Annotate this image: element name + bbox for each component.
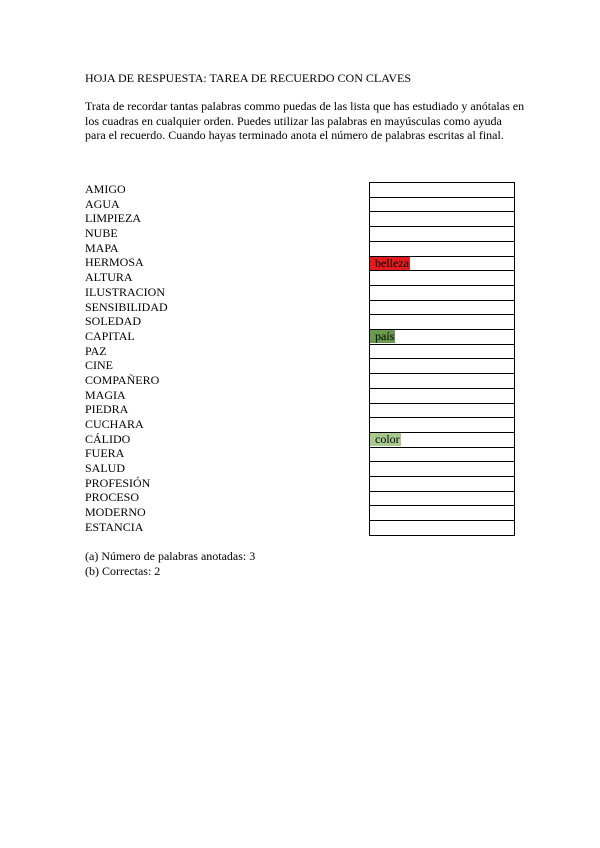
- answer-row: [370, 359, 515, 374]
- cue-word: HERMOSA: [85, 255, 144, 270]
- cue-word: ALTURA: [85, 270, 133, 285]
- correct-count: (b) Correctas: 2: [85, 563, 161, 578]
- answer-cell[interactable]: [370, 403, 515, 418]
- answer-cell[interactable]: [370, 227, 515, 242]
- summary: [85, 549, 255, 578]
- answer-cell[interactable]: [370, 477, 515, 492]
- cue-word: CÁLIDO: [85, 431, 131, 446]
- cue-word: CUCHARA: [85, 417, 144, 431]
- cue-word: PIEDRA: [85, 402, 129, 417]
- answer-cell[interactable]: [370, 491, 515, 506]
- answer-cell[interactable]: [370, 418, 515, 433]
- answer-row: [370, 315, 515, 330]
- answer-cell[interactable]: [370, 241, 515, 256]
- answer-cell[interactable]: [370, 300, 515, 315]
- answer-row: [370, 477, 515, 492]
- cue-word: FUERA: [85, 446, 125, 461]
- cue-word: SOLEDAD: [85, 314, 141, 329]
- answer-cell[interactable]: [370, 183, 515, 198]
- answer-row: [370, 285, 515, 300]
- cue-word: AMIGO: [85, 182, 126, 196]
- cue-word: ESTANCIA: [85, 519, 144, 534]
- answer-row: [370, 462, 515, 477]
- answer-row: [370, 227, 515, 242]
- cue-word: NUBE: [85, 226, 118, 241]
- answer-cell[interactable]: [370, 462, 515, 477]
- answer-row: [370, 432, 515, 447]
- answer-row: [370, 256, 515, 271]
- answer-row: [370, 300, 515, 315]
- cue-word: COMPAÑERO: [85, 372, 160, 387]
- answer-row: [370, 491, 515, 506]
- answer-row: [370, 241, 515, 256]
- cue-word: MODERNO: [85, 505, 146, 520]
- annotated-count: (a) Número de palabras anotadas: 3: [85, 549, 256, 563]
- cue-word: MAGIA: [85, 387, 126, 402]
- answer-cell[interactable]: [370, 388, 515, 403]
- answer-row: [370, 521, 515, 536]
- cue-word: PAZ: [85, 343, 107, 358]
- answer-row: [370, 197, 515, 212]
- answer-text: color: [370, 433, 401, 446]
- cue-word-list: [85, 182, 168, 535]
- answer-cell[interactable]: [370, 359, 515, 374]
- cue-word: ILUSTRACION: [85, 284, 165, 299]
- answer-text: país: [370, 330, 395, 343]
- answer-cell[interactable]: [370, 344, 515, 359]
- cue-word: CINE: [85, 358, 113, 373]
- cue-word: CAPITAL: [85, 328, 135, 343]
- cue-word: PROFESIÓN: [85, 475, 151, 490]
- instructions-paragraph: Trata de recordar tantas palabras commo puedas de las lista que has estudiado y anótalas en los cuadras en cualquier orden. Puedes utilizar las palabras en mayúsculas como ayuda para el recuerdo. Cuando hayas terminado anota el número de palabras escritas al final.: [85, 99, 525, 143]
- answer-cell[interactable]: [370, 212, 515, 227]
- answer-row: [370, 330, 515, 345]
- answer-cell[interactable]: [370, 374, 515, 389]
- answer-cell[interactable]: [370, 285, 515, 300]
- answer-row: [370, 388, 515, 403]
- answer-cell[interactable]: [370, 506, 515, 521]
- answer-cell[interactable]: [370, 256, 515, 271]
- answer-cell[interactable]: [370, 271, 515, 286]
- answer-table: [369, 182, 515, 536]
- answer-row: [370, 506, 515, 521]
- answer-row: [370, 418, 515, 433]
- answer-cell[interactable]: [370, 315, 515, 330]
- cue-word: AGUA: [85, 196, 120, 211]
- answer-cell[interactable]: [370, 447, 515, 462]
- answer-cell[interactable]: [370, 432, 515, 447]
- answer-cell[interactable]: [370, 330, 515, 345]
- answer-cell[interactable]: [370, 521, 515, 536]
- cue-word: MAPA: [85, 240, 119, 255]
- answer-cell[interactable]: [370, 197, 515, 212]
- cue-word: LIMPIEZA: [85, 211, 141, 226]
- page-title: HOJA DE RESPUESTA: TAREA DE RECUERDO CON CLAVES: [85, 71, 412, 85]
- cue-word: SENSIBILIDAD: [85, 299, 168, 314]
- answer-text: belleza: [370, 257, 410, 270]
- cue-word: PROCESO: [85, 490, 140, 505]
- answer-row: [370, 271, 515, 286]
- answer-row: [370, 344, 515, 359]
- cue-word: SALUD: [85, 461, 126, 476]
- answer-row: [370, 403, 515, 418]
- answer-row: [370, 212, 515, 227]
- answer-row: [370, 374, 515, 389]
- answer-row: [370, 447, 515, 462]
- answer-row: [370, 183, 515, 198]
